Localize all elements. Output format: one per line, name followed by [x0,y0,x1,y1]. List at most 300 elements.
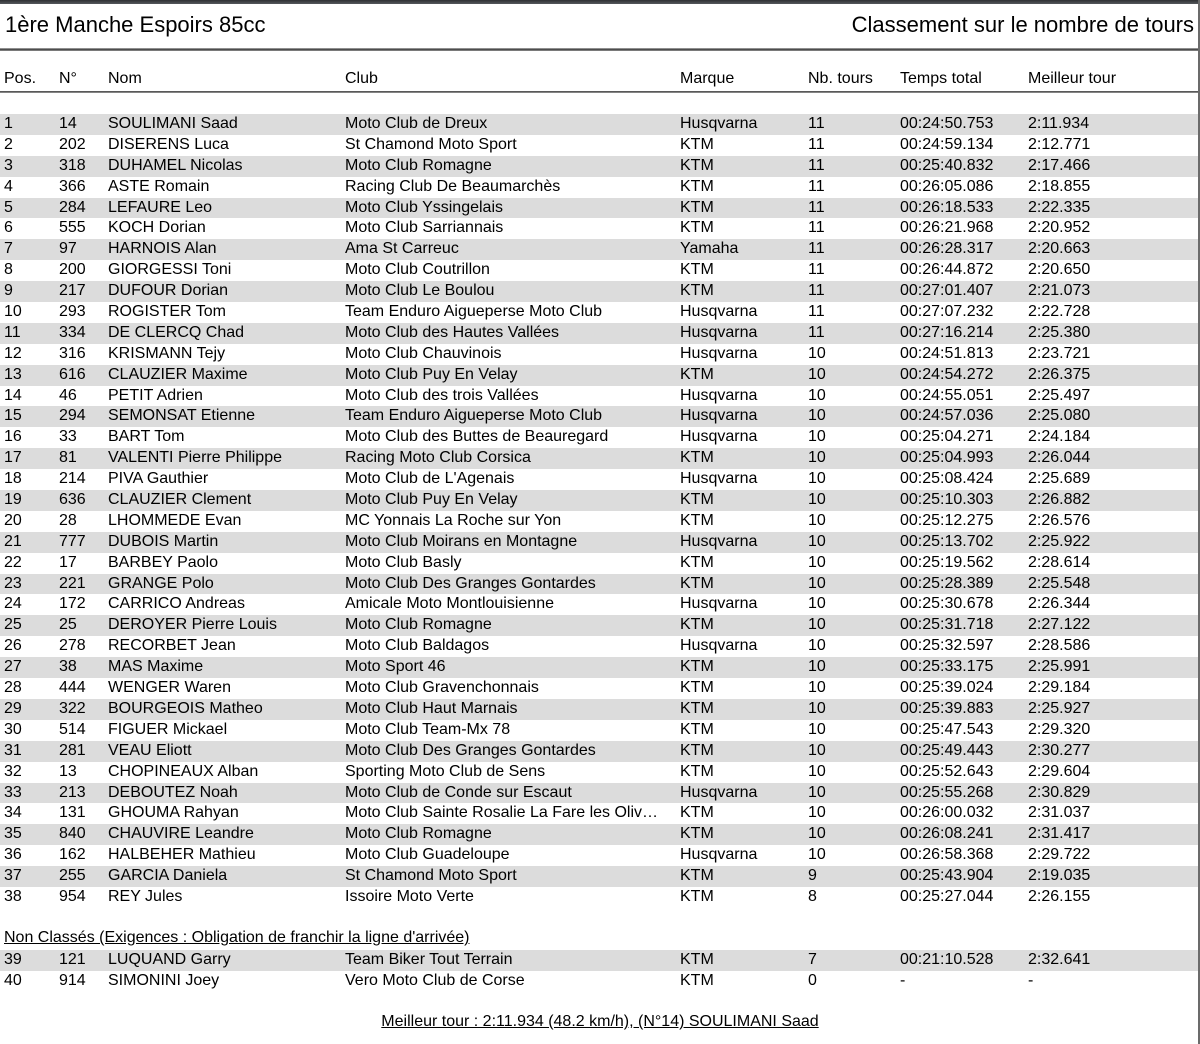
header-meilleur: Meilleur tour [1028,70,1117,87]
cell-pos: 20 [4,511,22,529]
cell-temps: 00:25:49.443 [900,741,994,759]
cell-meilleur: 2:31.417 [1028,825,1091,843]
cell-meilleur: 2:31.037 [1028,804,1091,822]
cell-marque: Husqvarna [680,407,758,425]
cell-marque: KTM [680,491,714,509]
cell-marque: Husqvarna [680,783,758,801]
cell-temps: 00:25:33.175 [900,658,994,676]
cell-temps: 00:26:05.086 [900,177,994,195]
cell-meilleur: 2:20.663 [1028,240,1091,258]
cell-nom: CARRICO Andreas [108,595,245,613]
cell-club: Moto Club de L'Agenais [345,470,515,488]
cell-nom: LUQUAND Garry [108,951,231,968]
cell-meilleur: 2:30.277 [1028,741,1091,759]
table-row [0,866,1198,887]
cell-nom: VEAU Eliott [108,741,192,759]
cell-tours: 10 [808,616,826,634]
cell-club: Moto Club Haut Marnais [345,699,518,717]
cell-num: 293 [59,303,86,321]
cell-pos: 2 [4,135,13,153]
header-divider [0,91,1198,93]
cell-nom: BART Tom [108,428,185,446]
cell-meilleur: 2:26.155 [1028,887,1091,905]
cell-meilleur: 2:28.586 [1028,637,1091,655]
header-marque: Marque [680,70,735,87]
cell-pos: 12 [4,344,22,362]
cell-num: 13 [59,762,77,780]
cell-temps: 00:24:50.753 [900,115,994,132]
cell-temps: 00:25:27.044 [900,887,994,905]
table-row [0,490,1198,511]
cell-temps: 00:25:19.562 [900,553,994,571]
cell-marque: KTM [680,282,714,300]
cell-num: 162 [59,846,86,864]
cell-num: 444 [59,679,86,697]
cell-temps: 00:25:04.271 [900,428,994,446]
cell-num: 281 [59,741,86,759]
cell-pos: 17 [4,449,22,467]
cell-num: 316 [59,344,86,362]
cell-temps: 00:27:07.232 [900,303,994,321]
cell-meilleur: 2:22.728 [1028,303,1091,321]
cell-tours: 10 [808,637,826,655]
cell-pos: 10 [4,303,22,321]
table-row [0,657,1198,678]
cell-meilleur: 2:25.689 [1028,470,1091,488]
cell-temps: 00:27:01.407 [900,282,994,300]
cell-meilleur: 2:25.080 [1028,407,1091,425]
cell-nom: BOURGEOIS Matheo [108,699,263,717]
table-row [0,615,1198,636]
cell-marque: Husqvarna [680,532,758,550]
cell-pos: 6 [4,219,13,237]
cell-temps: 00:25:31.718 [900,616,994,634]
header-tours: Nb. tours [808,70,873,87]
cell-num: 954 [59,887,86,905]
cell-num: 284 [59,198,86,216]
classified-results [0,114,1198,908]
cell-marque: KTM [680,135,714,153]
table-row [0,135,1198,156]
table-row [0,699,1198,720]
cell-num: 213 [59,783,86,801]
header-nom: Nom [108,70,142,87]
table-row [0,218,1198,239]
cell-num: 278 [59,637,86,655]
cell-nom: DISERENS Luca [108,135,229,153]
cell-temps: 00:25:39.883 [900,699,994,717]
cell-tours: 11 [808,156,825,174]
cell-club: Moto Club de Conde sur Escaut [345,783,572,801]
cell-tours: 10 [808,720,826,738]
cell-marque: KTM [680,971,714,989]
cell-meilleur: 2:18.855 [1028,177,1091,195]
cell-club: Moto Club Puy En Velay [345,365,518,383]
cell-nom: DUBOIS Martin [108,532,219,550]
cell-num: 38 [59,658,77,676]
cell-tours: 8 [808,887,817,905]
table-row [0,344,1198,365]
table-row [0,950,1198,971]
table-row [0,511,1198,532]
cell-nom: RECORBET Jean [108,637,236,655]
cell-nom: GARCIA Daniela [108,867,228,885]
table-row [0,156,1198,177]
cell-temps: 00:24:57.036 [900,407,994,425]
table-row [0,845,1198,866]
cell-club: Moto Club Gravenchonnais [345,679,539,697]
cell-pos: 36 [4,846,22,864]
table-row [0,239,1198,260]
cell-pos: 22 [4,553,22,571]
cell-temps: 00:25:13.702 [900,532,994,550]
table-row [0,887,1198,908]
cell-club: Moto Club Sarriannais [345,219,504,237]
cell-num: 17 [59,553,77,571]
table-row [0,824,1198,845]
cell-num: 28 [59,511,77,529]
cell-club: Moto Club Baldagos [345,637,490,655]
best-lap-summary: Meilleur tour : 2:11.934 (48.2 km/h), (N°14) SOULIMANI Saad [381,1013,819,1030]
cell-meilleur: 2:29.722 [1028,846,1091,864]
cell-tours: 11 [808,177,825,195]
table-row [0,720,1198,741]
cell-temps: 00:25:12.275 [900,511,994,529]
cell-pos: 19 [4,491,22,509]
cell-marque: Husqvarna [680,344,758,362]
table-row [0,260,1198,281]
cell-meilleur: 2:25.497 [1028,386,1091,404]
table-row [0,971,1198,992]
cell-marque: KTM [680,658,714,676]
cell-temps: 00:25:08.424 [900,470,994,488]
cell-temps: 00:25:43.904 [900,867,994,885]
cell-num: 914 [59,971,86,989]
cell-temps: 00:24:59.134 [900,135,994,153]
cell-marque: Husqvarna [680,637,758,655]
cell-num: 25 [59,616,77,634]
cell-tours: 10 [808,804,826,822]
cell-tours: 10 [808,532,826,550]
cell-nom: LEFAURE Leo [108,198,213,216]
header-club: Club [345,70,378,87]
cell-pos: 21 [4,532,22,550]
cell-temps: 00:26:18.533 [900,198,994,216]
header-temps: Temps total [900,70,982,87]
cell-nom: WENGER Waren [108,679,231,697]
cell-pos: 29 [4,699,22,717]
table-row [0,302,1198,323]
cell-nom: CLAUZIER Maxime [108,365,248,383]
cell-nom: SEMONSAT Etienne [108,407,256,425]
cell-temps: 00:25:39.024 [900,679,994,697]
table-row [0,574,1198,595]
cell-meilleur: 2:21.073 [1028,282,1091,300]
cell-temps: 00:25:55.268 [900,783,994,801]
cell-pos: 8 [4,261,13,279]
cell-club: Ama St Carreuc [345,240,459,258]
cell-marque: KTM [680,720,714,738]
non-classes-title: Non Classés (Exigences : Obligation de franchir la ligne d'arrivée) [4,929,470,946]
cell-tours: 10 [808,699,826,717]
table-row [0,198,1198,219]
ranking-type-title: Classement sur le nombre de tours [851,12,1194,37]
cell-temps: 00:24:51.813 [900,344,994,362]
cell-nom: SIMONINI Joey [108,971,220,989]
cell-nom: FIGUER Mickael [108,720,228,738]
cell-marque: KTM [680,198,714,216]
cell-club: Moto Club Des Granges Gontardes [345,574,596,592]
cell-meilleur: 2:25.927 [1028,699,1091,717]
cell-nom: CHOPINEAUX Alban [108,762,259,780]
cell-tours: 11 [808,282,825,300]
table-row [0,365,1198,386]
cell-pos: 11 [4,323,21,341]
cell-tours: 10 [808,449,826,467]
cell-marque: Husqvarna [680,846,758,864]
cell-temps: 00:26:28.317 [900,240,994,258]
cell-tours: 10 [808,470,826,488]
cell-tours: 11 [808,135,825,153]
cell-num: 97 [59,240,77,258]
cell-nom: DEROYER Pierre Louis [108,616,277,634]
cell-marque: Yamaha [680,240,739,258]
cell-tours: 11 [808,115,825,132]
table-row [0,741,1198,762]
cell-marque: Husqvarna [680,595,758,613]
cell-nom: GHOUMA Rahyan [108,804,239,822]
cell-meilleur: - [1028,971,1034,989]
cell-tours: 10 [808,574,826,592]
cell-temps: 00:24:54.272 [900,365,994,383]
cell-pos: 25 [4,616,22,634]
cell-tours: 11 [808,261,825,279]
cell-num: 777 [59,532,86,550]
cell-meilleur: 2:11.934 [1028,115,1090,132]
cell-num: 255 [59,867,86,885]
non-classified-results [0,950,1198,992]
cell-tours: 10 [808,825,826,843]
cell-meilleur: 2:27.122 [1028,616,1091,634]
cell-num: 172 [59,595,86,613]
cell-tours: 11 [808,198,825,216]
cell-pos: 38 [4,887,22,905]
cell-num: 121 [59,951,86,968]
cell-nom: PETIT Adrien [108,386,203,404]
cell-num: 33 [59,428,77,446]
cell-club: Moto Club Chauvinois [345,344,502,362]
cell-marque: Husqvarna [680,115,758,132]
cell-pos: 24 [4,595,22,613]
cell-meilleur: 2:26.882 [1028,491,1091,509]
table-row [0,177,1198,198]
cell-marque: Husqvarna [680,323,758,341]
cell-club: St Chamond Moto Sport [345,867,517,885]
cell-pos: 5 [4,198,13,216]
cell-pos: 40 [4,971,22,989]
cell-tours: 11 [808,303,825,321]
cell-pos: 34 [4,804,22,822]
cell-meilleur: 2:25.548 [1028,574,1091,592]
cell-club: St Chamond Moto Sport [345,135,517,153]
cell-club: Amicale Moto Montlouisienne [345,595,554,613]
cell-meilleur: 2:24.184 [1028,428,1091,446]
cell-marque: KTM [680,825,714,843]
cell-club: Moto Club Moirans en Montagne [345,532,578,550]
table-header [0,70,1198,90]
cell-meilleur: 2:22.335 [1028,198,1091,216]
cell-tours: 11 [808,240,825,258]
cell-pos: 32 [4,762,22,780]
cell-num: 318 [59,156,86,174]
cell-club: Moto Club Romagne [345,825,492,843]
cell-meilleur: 2:20.952 [1028,219,1091,237]
cell-tours: 9 [808,867,817,885]
cell-club: Moto Club Romagne [345,156,492,174]
cell-marque: KTM [680,177,714,195]
cell-marque: KTM [680,574,714,592]
cell-club: Moto Club des Buttes de Beauregard [345,428,609,446]
cell-num: 200 [59,261,86,279]
cell-nom: BARBEY Paolo [108,553,218,571]
cell-num: 616 [59,365,86,383]
cell-club: Moto Club Puy En Velay [345,491,518,509]
cell-marque: KTM [680,762,714,780]
cell-meilleur: 2:26.344 [1028,595,1091,613]
cell-meilleur: 2:23.721 [1028,344,1091,362]
cell-meilleur: 2:25.380 [1028,323,1091,341]
cell-nom: ROGISTER Tom [108,303,226,321]
cell-nom: ASTE Romain [108,177,210,195]
cell-club: Moto Club Yssingelais [345,198,504,216]
cell-pos: 35 [4,825,22,843]
table-row [0,114,1198,135]
cell-meilleur: 2:19.035 [1028,867,1091,885]
cell-meilleur: 2:17.466 [1028,156,1091,174]
cell-pos: 31 [4,741,22,759]
cell-meilleur: 2:26.576 [1028,511,1091,529]
cell-tours: 10 [808,658,826,676]
cell-meilleur: 2:29.184 [1028,679,1091,697]
cell-num: 14 [59,115,77,132]
cell-marque: Husqvarna [680,428,758,446]
cell-tours: 10 [808,762,826,780]
cell-temps: 00:24:55.051 [900,386,994,404]
cell-pos: 1 [4,115,13,132]
cell-meilleur: 2:29.320 [1028,720,1091,738]
cell-club: Moto Club Des Granges Gontardes [345,741,596,759]
cell-temps: 00:25:40.832 [900,156,994,174]
table-row [0,386,1198,407]
title-divider [0,48,1198,51]
cell-meilleur: 2:25.991 [1028,658,1091,676]
cell-marque: KTM [680,553,714,571]
cell-num: 514 [59,720,86,738]
cell-temps: 00:25:30.678 [900,595,994,613]
cell-marque: KTM [680,741,714,759]
cell-club: Team Enduro Aigueperse Moto Club [345,303,603,321]
cell-marque: KTM [680,951,714,968]
header-num: N° [59,70,77,87]
cell-tours: 10 [808,846,826,864]
cell-meilleur: 2:29.604 [1028,762,1091,780]
cell-pos: 15 [4,407,22,425]
cell-pos: 23 [4,574,22,592]
cell-meilleur: 2:20.650 [1028,261,1091,279]
cell-club: Moto Club Le Boulou [345,282,495,300]
cell-nom: REY Jules [108,887,183,905]
cell-marque: KTM [680,887,714,905]
cell-pos: 7 [4,240,13,258]
cell-temps: 00:25:47.543 [900,720,994,738]
cell-club: Moto Club Sainte Rosalie La Fare les Oliv… [345,804,659,822]
cell-nom: DE CLERCQ Chad [108,323,245,341]
cell-num: 555 [59,219,86,237]
cell-marque: KTM [680,679,714,697]
cell-tours: 7 [808,951,817,968]
cell-num: 322 [59,699,86,717]
cell-pos: 9 [4,282,13,300]
table-row [0,323,1198,344]
cell-nom: MAS Maxime [108,658,204,676]
cell-tours: 10 [808,344,826,362]
cell-nom: PIVA Gauthier [108,470,209,488]
cell-nom: CHAUVIRE Leandre [108,825,254,843]
table-row [0,783,1198,804]
cell-meilleur: 2:12.771 [1028,135,1091,153]
cell-temps: 00:25:28.389 [900,574,994,592]
cell-meilleur: 2:32.641 [1028,951,1091,968]
table-row [0,448,1198,469]
cell-tours: 11 [808,323,825,341]
cell-club: Moto Club des trois Vallées [345,386,539,404]
cell-marque: KTM [680,867,714,885]
cell-club: Moto Club Guadeloupe [345,846,510,864]
cell-marque: KTM [680,804,714,822]
cell-meilleur: 2:28.614 [1028,553,1091,571]
table-row [0,678,1198,699]
cell-temps: 00:26:21.968 [900,219,994,237]
cell-club: Team Enduro Aigueperse Moto Club [345,407,603,425]
cell-club: Moto Club Coutrillon [345,261,490,279]
cell-temps: 00:26:44.872 [900,261,994,279]
cell-pos: 4 [4,177,13,195]
cell-temps: 00:21:10.528 [900,951,994,968]
cell-pos: 39 [4,951,22,968]
cell-meilleur: 2:30.829 [1028,783,1091,801]
cell-nom: DUHAMEL Nicolas [108,156,243,174]
cell-marque: KTM [680,616,714,634]
cell-tours: 10 [808,783,826,801]
cell-num: 214 [59,470,86,488]
cell-marque: KTM [680,449,714,467]
cell-temps: 00:25:32.597 [900,637,994,655]
cell-temps: 00:26:00.032 [900,804,994,822]
cell-tours: 0 [808,971,817,989]
cell-pos: 16 [4,428,22,446]
cell-club: Moto Club Team-Mx 78 [345,720,511,738]
cell-pos: 37 [4,867,22,885]
cell-club: Racing Club De Beaumarchès [345,177,561,195]
cell-marque: KTM [680,365,714,383]
cell-num: 46 [59,386,77,404]
cell-temps: 00:27:16.214 [900,323,994,341]
table-row [0,427,1198,448]
cell-tours: 10 [808,365,826,383]
cell-meilleur: 2:25.922 [1028,532,1091,550]
cell-club: Moto Club de Dreux [345,115,488,132]
cell-tours: 10 [808,679,826,697]
